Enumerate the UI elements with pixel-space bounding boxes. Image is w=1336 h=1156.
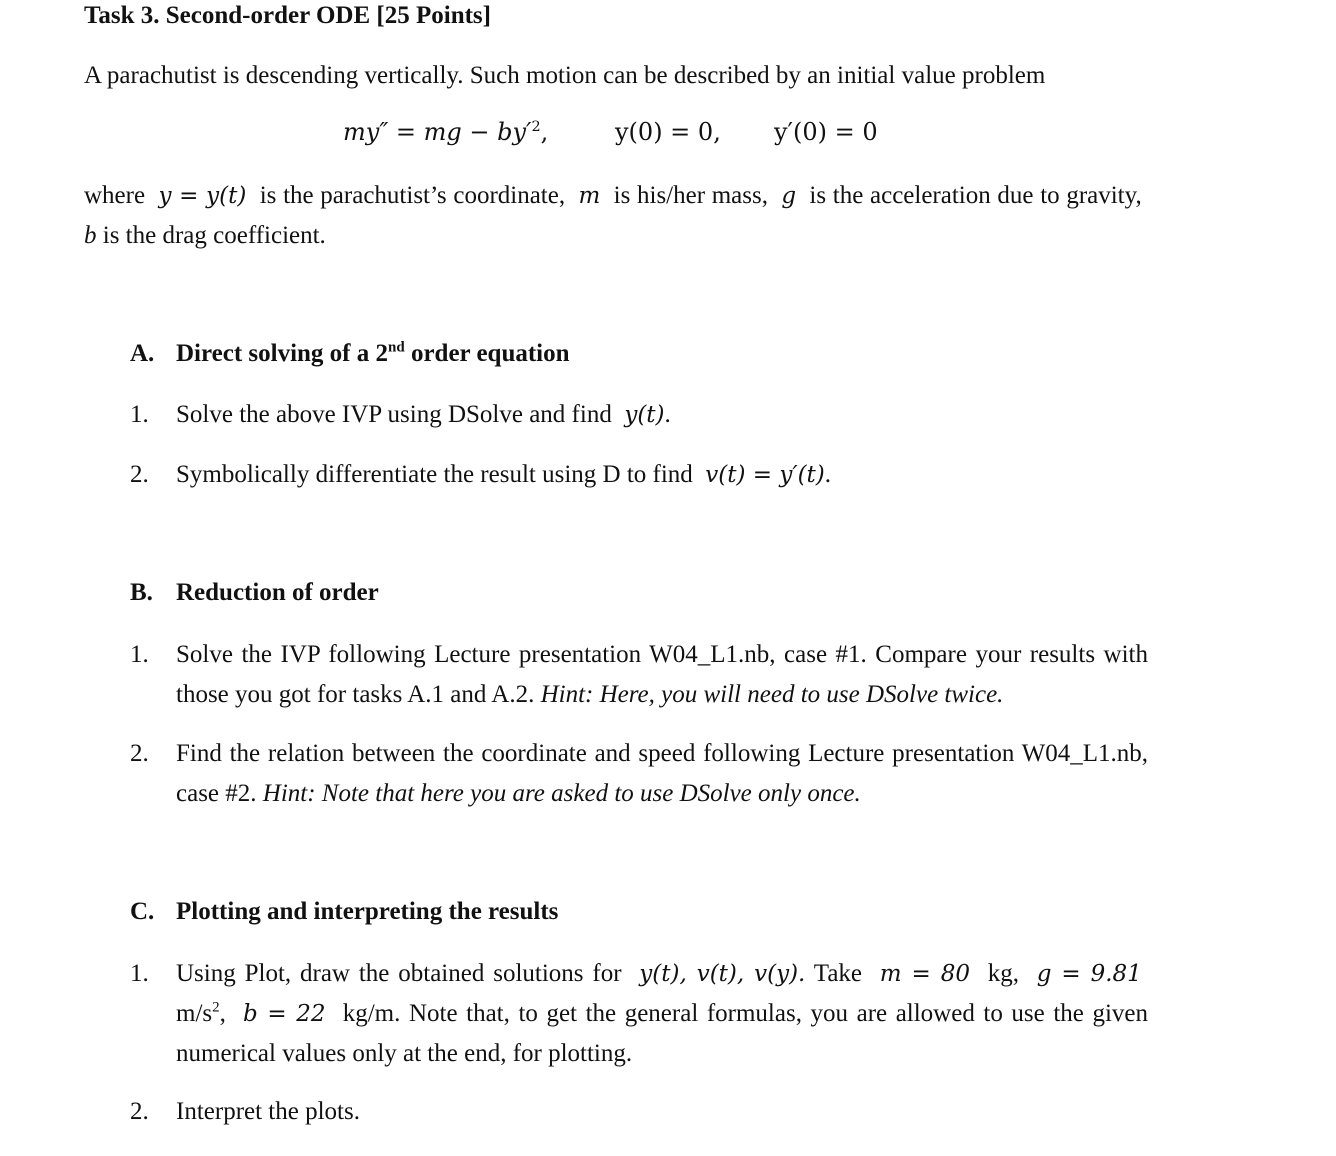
item-c1-t5: kg/m. Note that, to get the general formulas, you are allowed to use the given numerical values only at the end, for plotting.	[176, 1000, 1148, 1067]
item-b2-body: Find the relation between the coordinate and speed following Lecture presentation W04_L1.nb, case #2.	[176, 740, 1148, 807]
math-mass-value: m = 80	[879, 961, 970, 987]
item-a2-number: 2.	[130, 461, 149, 488]
where-text-2: is his/her mass,	[613, 182, 768, 209]
where-text-1: is the parachutist’s coordinate,	[259, 182, 566, 209]
where-paragraph	[84, 176, 1148, 256]
item-a1-body: Solve the above IVP using DSolve and find	[176, 401, 612, 428]
item-c1-t2: Take	[813, 960, 863, 987]
section-b-title: Reduction of order	[176, 579, 379, 606]
item-a1-end: .	[664, 401, 671, 428]
math-gravity-value: g = 9.81	[1036, 961, 1142, 987]
item-c1-comma: ,	[219, 1000, 226, 1027]
item-c1-t3: kg,	[987, 960, 1019, 987]
math-g: g	[781, 183, 797, 209]
math-y-of-t: y(t)	[624, 402, 665, 428]
ode-expression	[343, 118, 548, 146]
item-b1-text	[176, 635, 1148, 715]
section-a-letter: A.	[130, 340, 155, 367]
item-a1-text	[176, 395, 1148, 435]
initial-condition-position: y(0) = 0,	[615, 118, 721, 146]
section-c-title: Plotting and interpreting the results	[176, 898, 559, 925]
item-c1-unit: m/s	[176, 1000, 213, 1027]
task-title: Task 3. Second-order ODE [25 Points]	[84, 2, 491, 29]
section-a-title-pre: Direct solving of a 2	[176, 340, 389, 367]
section-c-heading	[130, 898, 558, 926]
section-b-heading	[130, 579, 379, 607]
item-b1-hint: Hint: Here, you will need to use DSolve twice.	[540, 681, 1004, 708]
intro-paragraph: A parachutist is descending vertically. Such motion can be described by an initial value problem	[84, 62, 1046, 89]
item-c2-number: 2.	[130, 1098, 149, 1125]
section-a-title-sup: nd	[388, 339, 405, 356]
item-c1-number: 1.	[130, 960, 149, 987]
item-a2-end: .	[824, 461, 832, 488]
item-a1-number: 1.	[130, 401, 149, 428]
where-word: where	[84, 182, 146, 209]
item-b1-number: 1.	[130, 641, 149, 668]
math-functions: y(t), v(t), v(y).	[639, 961, 806, 987]
item-c1-text	[176, 954, 1148, 1074]
where-text-3: is the acceleration due to gravity,	[809, 182, 1142, 209]
item-c1-t1: Using Plot, draw the obtained solutions for	[176, 960, 622, 987]
item-c1-unit-sup: 2	[212, 999, 220, 1016]
where-text-4: is the drag coefficient.	[102, 222, 326, 249]
section-a-heading	[130, 340, 570, 368]
initial-condition-velocity: y′(0) = 0	[774, 118, 878, 146]
section-a-title-post: order equation	[404, 340, 570, 367]
item-b2-hint: Hint: Note that here you are asked to use DSolve only once.	[262, 780, 861, 807]
item-c2-text: Interpret the plots.	[176, 1098, 360, 1125]
item-b2-text	[176, 734, 1148, 814]
math-m: m	[578, 183, 601, 209]
section-b-letter: B.	[130, 579, 153, 606]
ode-exponent: 2	[531, 119, 541, 135]
math-v-of-t: v(t) = y′(t)	[705, 462, 825, 488]
item-b2-number: 2.	[130, 740, 149, 767]
math-y-def: y = y(t)	[158, 183, 247, 209]
math-b: b	[84, 222, 97, 249]
item-b1-body: Solve the IVP following Lecture presentation W04_L1.nb, case #1. Compare your results with those you got for tasks A.1 and A.2.	[176, 641, 1148, 708]
ode-lhs: my″ = mg − by′	[343, 118, 532, 146]
item-a2-text	[176, 455, 1148, 495]
ode-comma: ,	[540, 118, 549, 146]
item-a2-body: Symbolically differentiate the result using D to find	[176, 461, 693, 488]
math-drag-value: b = 22	[243, 1001, 326, 1027]
section-c-letter: C.	[130, 898, 155, 925]
